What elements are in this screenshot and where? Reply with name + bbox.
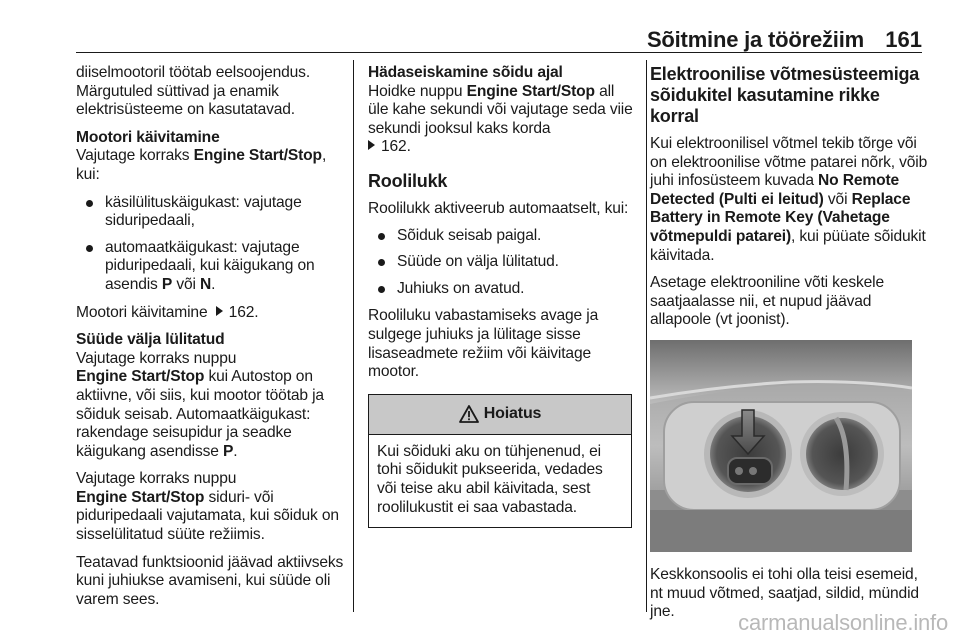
- start-bullet-list: [76, 194, 344, 295]
- start-reference[interactable]: Mootori käivitamine 162.: [76, 303, 259, 321]
- ignition-paragraph-1: Vajutage korraks nuppu Engine Start/Stop kui Autostop on aktiivne, või siis, kui mootor töötab ja sõiduk seisab. Automaatkäigukast: rakendage seisupidur ja seadke käigukang asendisse P.: [76, 349, 324, 460]
- electronic-key-heading: Elektroonilise võtmesüsteemiga sõidukitel kasutamine rikke korral: [650, 64, 920, 126]
- page-ref-arrow-icon: [216, 306, 223, 316]
- ignition-paragraph-3: Teatavad funktsioonid jäävad aktiivseks kuni juhiukse avamiseni, kui süüde oli varem sees.: [76, 553, 344, 608]
- list-item: käsilülituskäigukast: vajutage siduripedaali,: [76, 194, 344, 231]
- warning-text: Kui sõiduki aku on tühjenenud, ei tohi sõidukit pukseerida, vedades või teise aku abil käivitada, sest roolilukustit ei saa vabastada.: [377, 442, 603, 516]
- column-2: [368, 64, 634, 528]
- steering-lock-release-paragraph: Rooliluku vabastamiseks avage ja sulgege juhiuks ja lülitage sisse lisaseadmete režiim või käivitage mootor.: [368, 307, 599, 381]
- warning-triangle-icon: [459, 405, 479, 423]
- watermark-text: carmanualsonline.info: [738, 610, 948, 635]
- column-1: [76, 64, 344, 618]
- electronic-key-paragraph-3: Keskkonsoolis ei tohi olla teisi esemeid, nt muud võtmed, saatjad, sildid, mündid jne.: [650, 565, 919, 621]
- warning-box: [368, 394, 632, 528]
- electronic-key-paragraph-2: Asetage elektrooniline võti keskele saatjaalasse nii, et nupud jäävad allapoole (vt joonist).: [650, 274, 884, 329]
- list-item: Süüde on välja lülitatud.: [368, 253, 634, 272]
- emergency-stop-subheading: Hädaseiskamine sõidu ajal: [368, 64, 563, 81]
- emergency-stop-paragraph: Hoidke nuppu Engine Start/Stop all üle kahe sekundi või vajutage seda viie sekundi jooksul kaks korda 162.: [368, 82, 633, 156]
- center-console-key-photo: [650, 340, 912, 552]
- list-item: Sõiduk seisab paigal.: [368, 227, 634, 246]
- column-divider-1: [353, 60, 354, 612]
- engine-start-stop-label: Engine Start/Stop: [193, 147, 322, 165]
- list-item: automaatkäigukast: vajutage piduripedaali, kui käigukang on asendis P või N.: [76, 239, 344, 295]
- bullet-icon: [378, 259, 385, 266]
- steering-lock-heading: Roolilukk: [368, 170, 448, 191]
- ignition-off-subheading: Süüde välja lülitatud: [76, 331, 225, 349]
- warning-title: Hoiatus: [483, 404, 542, 422]
- column-3: [650, 64, 928, 631]
- steering-lock-intro: Roolilukk aktiveerub automaatselt, kui:: [368, 199, 629, 217]
- column-divider-2: [646, 60, 647, 612]
- header-divider: [76, 52, 922, 53]
- warning-header: [369, 395, 631, 435]
- bullet-icon: [86, 200, 93, 207]
- steering-lock-list: [368, 227, 634, 299]
- emergency-page-reference[interactable]: 162.: [381, 138, 411, 156]
- electronic-key-paragraph-1: Kui elektroonilisel võtmel tekib tõrge või on elektroonilise võtme patarei nõrk, võib juhi infosüsteem kuvada No Remote Detected (Pulti ei leitud) või Replace Battery in Remote Key (Vahetage võtmepuldi patarei), kui püüate sõidukit käivitada.: [650, 135, 928, 264]
- start-paragraph: Vajutage korraks Engine Start/Stop, kui:: [76, 147, 327, 183]
- bullet-icon: [86, 245, 93, 252]
- intro-paragraph: diiselmootoril töötab eelsoojendus. Märgutuled süttivad ja enamik elektrisüsteeme on kasutatavad.: [76, 64, 311, 119]
- page-number: 161: [885, 27, 922, 52]
- ignition-paragraph-2: Vajutage korraks nuppu Engine Start/Stop siduri- või piduripedaali vajutamata, kui sõiduk on sisselülitatud süüte režiimis.: [76, 470, 339, 544]
- bullet-icon: [378, 233, 385, 240]
- page-ref-arrow-icon[interactable]: [368, 140, 375, 150]
- bullet-icon: [378, 286, 385, 293]
- start-subheading: Mootori käivitamine: [76, 128, 220, 146]
- page-title: Sõitmine ja töörežiim: [646, 27, 864, 52]
- page-header: [0, 0, 960, 56]
- list-item: Juhiuks on avatud.: [368, 280, 634, 299]
